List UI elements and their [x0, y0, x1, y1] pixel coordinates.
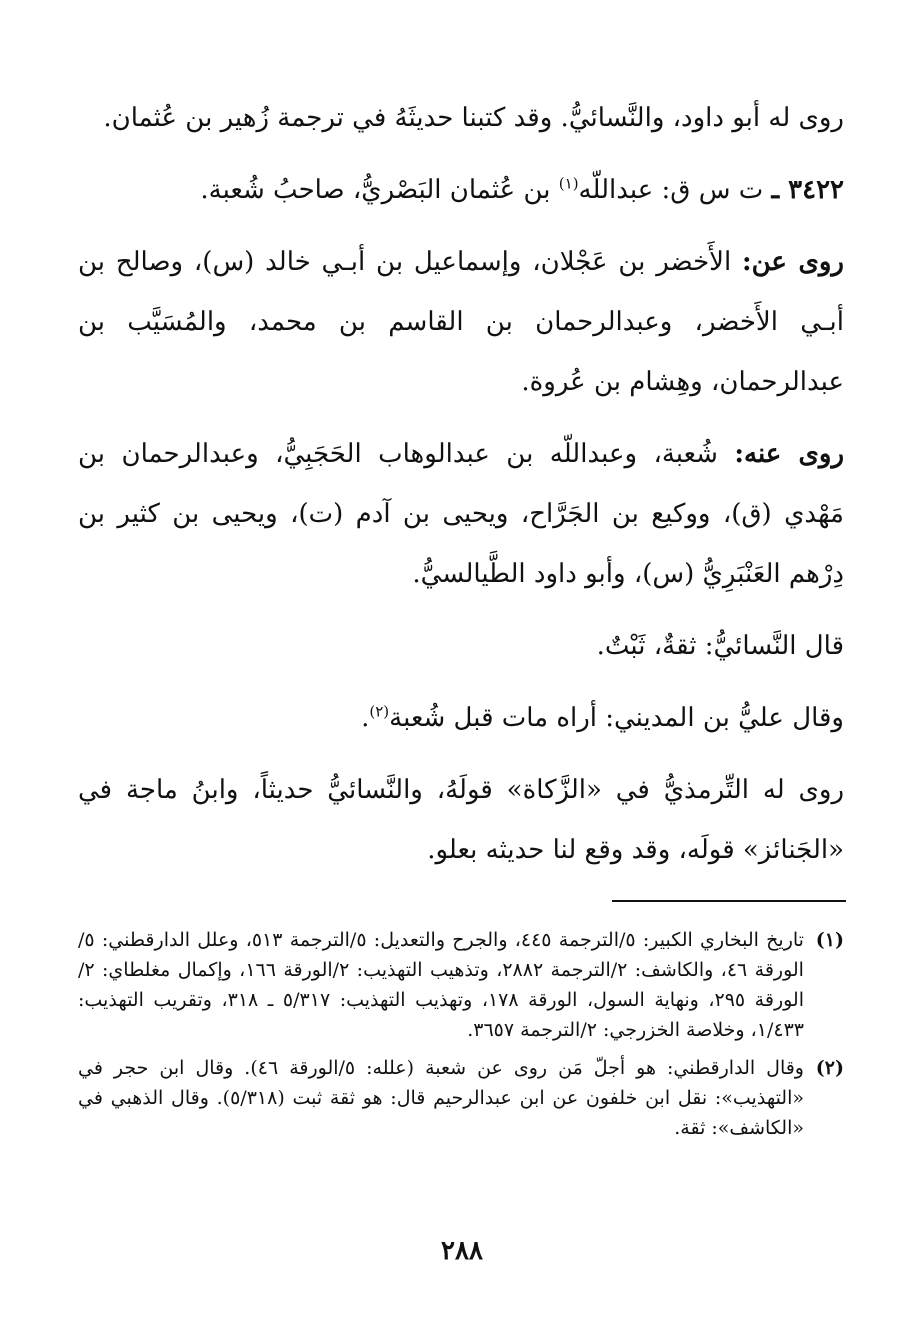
footnotes [78, 925, 844, 1151]
footnote-text: تاريخ البخاري الكبير: ٥/الترجمة ٤٤٥، والجرح والتعديل: ٥/الترجمة ٥١٣، وعلل الدارقطني: ٥/الورقة ٤٦، والكاشف: ٢/الترجمة ٢٨٨٢، وتذهيب التهذيب: ٢/الورقة ١٦٦، وإكمال مغلطاي: ٢/الورقة ٢٩٥، ونهاية السول، الورقة ١٧٨، وتهذيب التهذيب: ٥/٣١٧ ـ ٣١٨، وتقريب التهذيب: ١/٤٣٣، وخلاصة الخزرجي: ٢/الترجمة ٣٦٥٧. [78, 929, 805, 1041]
quote-madini [78, 688, 844, 748]
footnote-2 [78, 1053, 844, 1143]
entry-codes: ت س ق: [661, 175, 764, 205]
narrated-by-paragraph [78, 424, 844, 604]
narrated-from-label: روى عن: [742, 247, 844, 277]
entry-name-first: عبداللّه [578, 175, 654, 205]
footnote-1 [78, 925, 844, 1045]
page-number: ٢٨٨ [441, 1236, 483, 1266]
narrated-from-text: الأَخضر بن عَجْلان، وإسماعيل بن أبـي خالد (س)، وصالح بن أبـي الأَخضر، وعبدالرحمان بن القاسم بن محمد، والمُسَيَّب بن عبدالرحمان، وهِشام بن عُروة. [78, 247, 844, 397]
footnote-text: وقال الدارقطني: هو أجلّ مَن روى عن شعبة (علله: ٥/الورقة ٤٦). وقال ابن حجر في «التهذيب»: نقل ابن خلفون عن ابن عبدالرحيم قال: هو ثقة ثبت (٥/٣١٨). وقال الذهبي في «الكاشف»: ثقة. [78, 1057, 804, 1139]
narrated-by-text: شُعبة، وعبداللّه بن عبدالوهاب الحَجَبِيُّ، وعبدالرحمان بن مَهْدي (ق)، ووكيع بن الجَرَّاح، ويحيى بن آدم (ت)، ويحيى بن كثير بن دِرْهم العَنْبَرِيُّ (س)، وأبو داود الطَّيالسيُّ. [78, 439, 844, 589]
narrated-from-paragraph [78, 232, 844, 412]
footnote-ref-2[interactable]: (٢) [369, 702, 390, 721]
entry-heading [78, 160, 844, 220]
paragraph-intro: روى له أبو داود، والنَّسائيُّ. وقد كتبنا حديثَهُ في ترجمة زُهير بن عُثمان. [103, 103, 844, 133]
footnote-number: (١) [815, 929, 844, 951]
quote-nasai: قال النَّسائيُّ: ثقةٌ، ثَبْتٌ. [596, 631, 844, 661]
footnote-number: (٢) [815, 1057, 844, 1079]
entry-number: ٣٤٢٢ ـ [771, 175, 844, 205]
quote-madini-text: وقال عليُّ بن المديني: أراه مات قبل شُعبة [389, 703, 844, 733]
quote-madini-end: . [361, 703, 370, 733]
footnote-ref-1[interactable]: (١) [558, 174, 579, 193]
entry-name-rest: بن عُثمان البَصْريُّ، صاحبُ شُعبة. [200, 175, 551, 205]
footnote-separator [612, 900, 846, 902]
main-text [78, 88, 844, 892]
paragraph-closing: روى له التِّرمذيُّ في «الزَّكاة» قولَهُ، والنَّسائيُّ حديثاً، وابنُ ماجة في «الجَنائز» قولَه، وقد وقع لنا حديثه بعلو. [78, 775, 844, 865]
narrated-by-label: روى عنه: [734, 439, 845, 469]
